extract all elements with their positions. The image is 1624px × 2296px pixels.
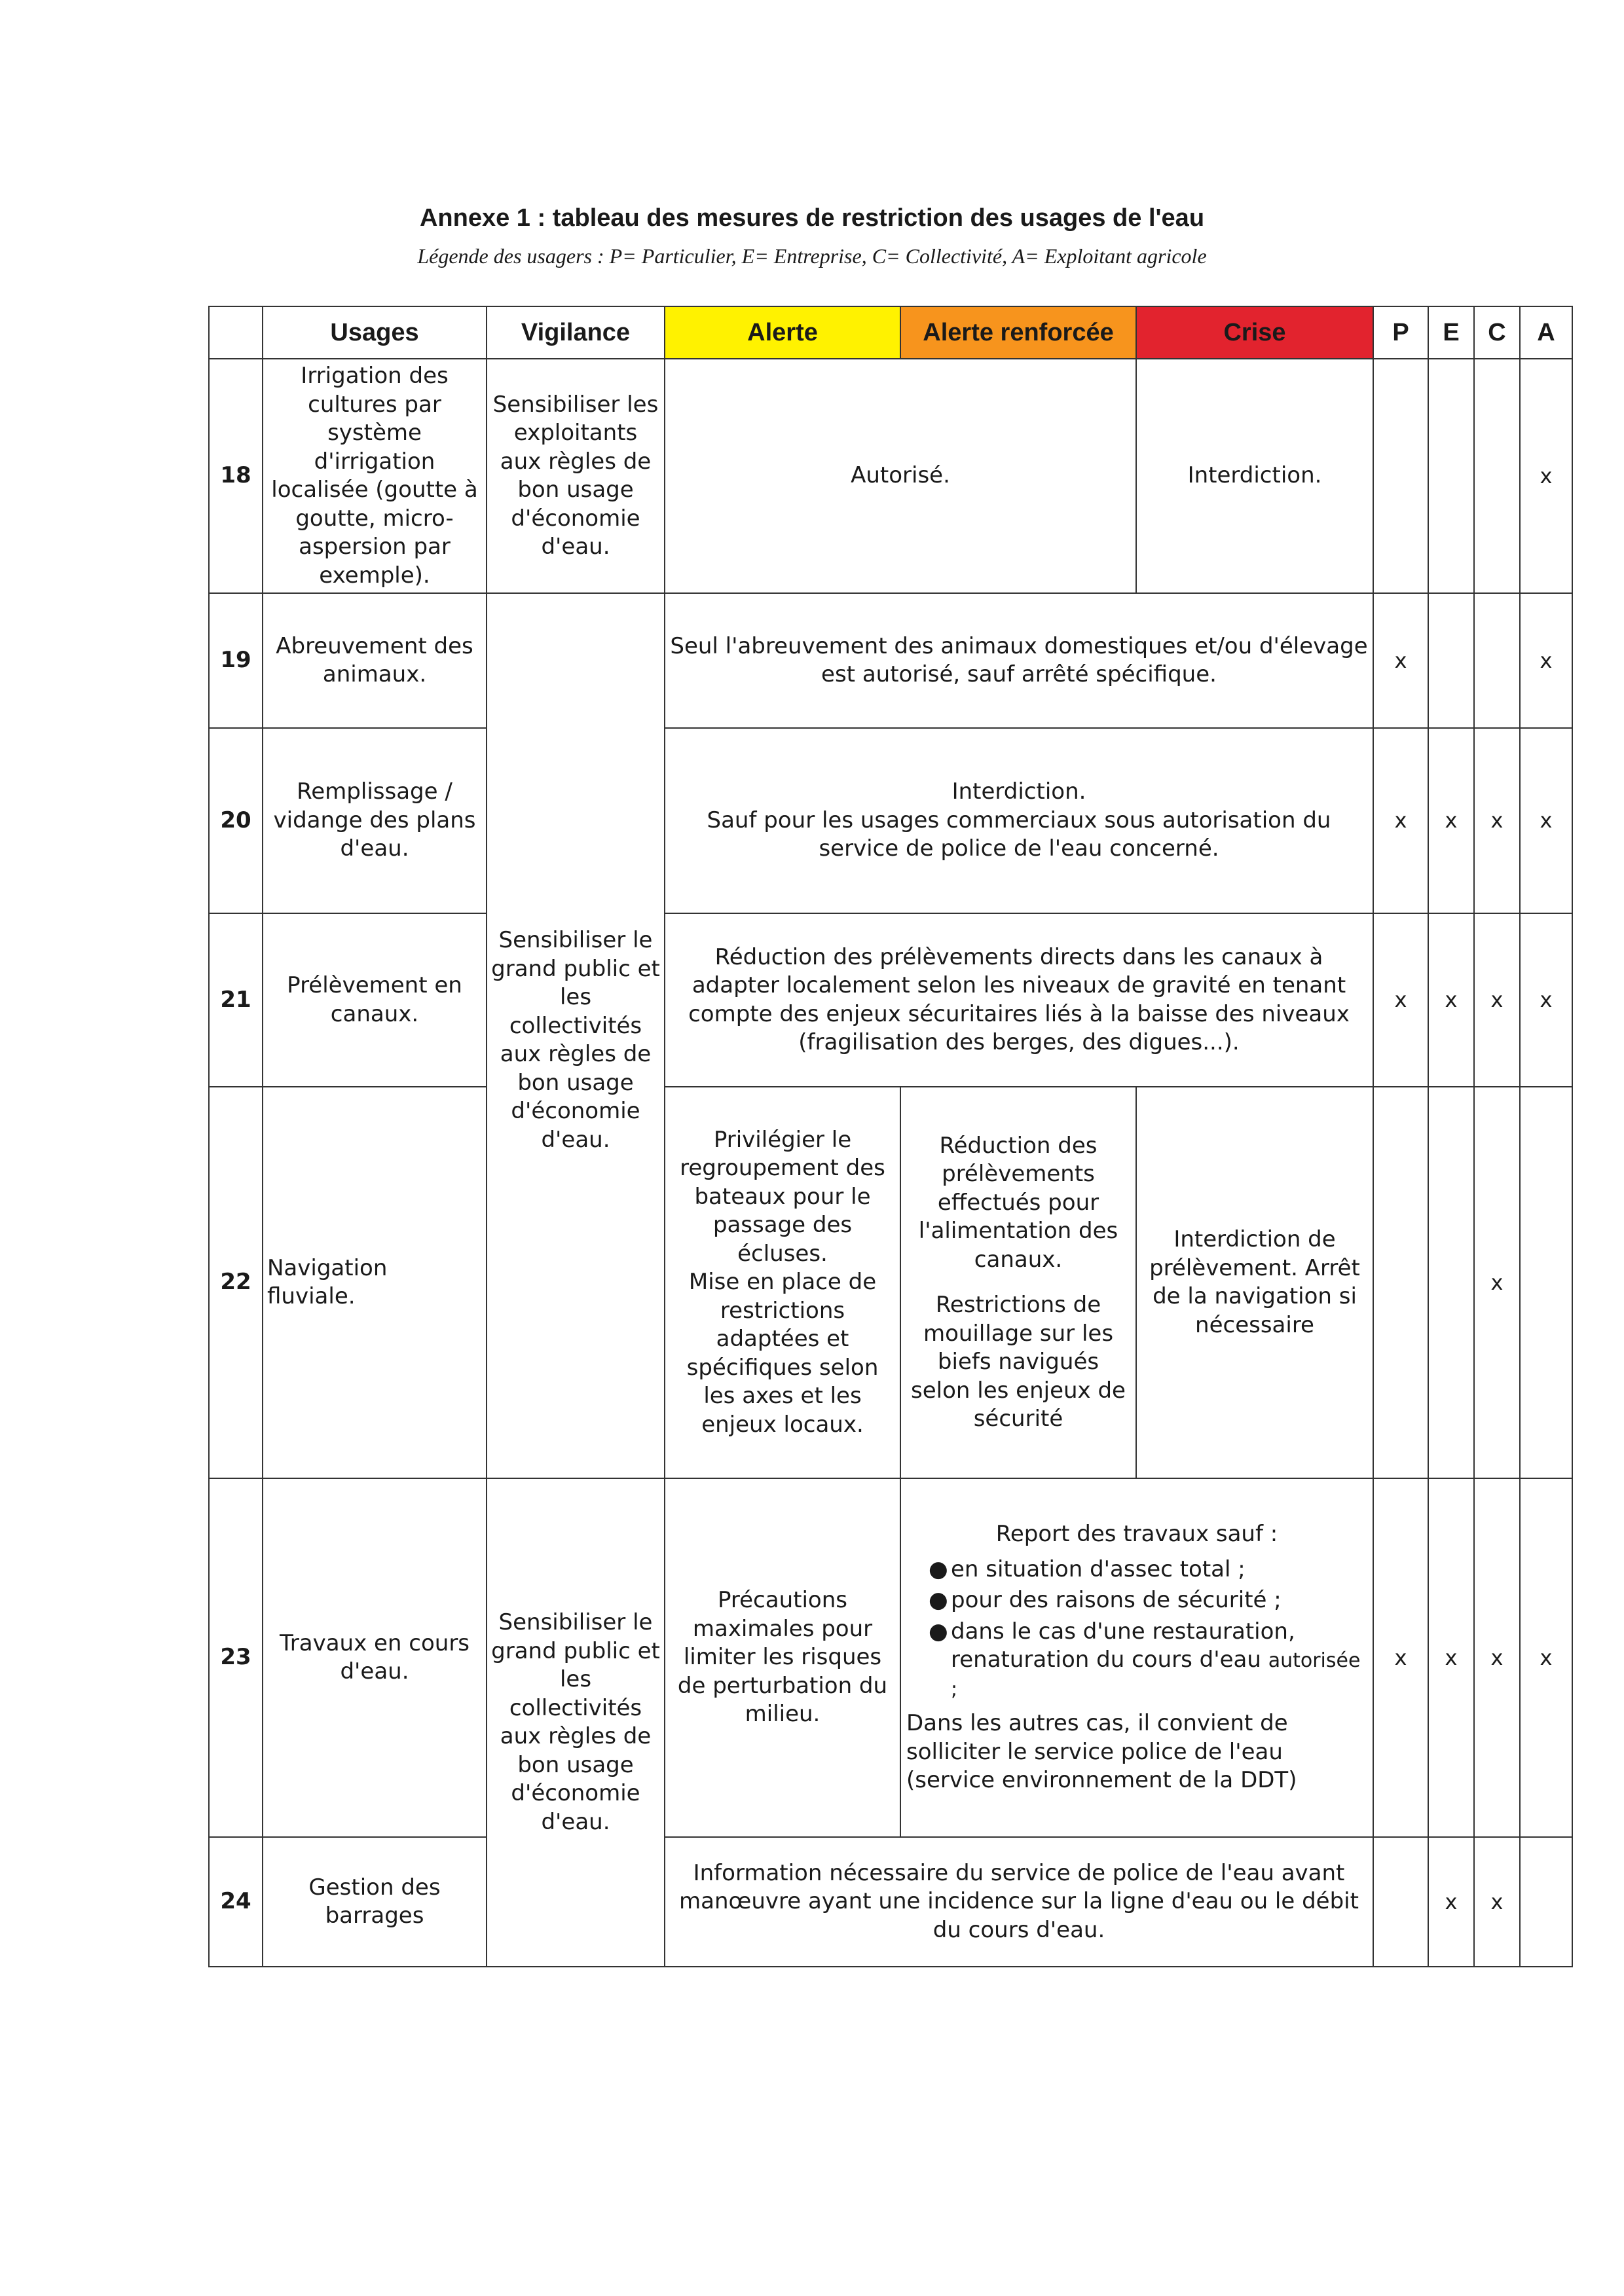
table-row-18 (209, 359, 1572, 593)
header-crise: Crise (1136, 306, 1373, 359)
header-usages: Usages (263, 306, 487, 359)
header-p: P (1373, 306, 1428, 359)
header-e: E (1428, 306, 1474, 359)
row-number: 20 (209, 728, 263, 913)
vigilance-cell: Sensibiliser le grand public et les collectivités aux règles de bon usage d'économie d'eau. (487, 1478, 665, 1967)
mark-p (1373, 1087, 1428, 1478)
bullet-item (906, 1618, 1367, 1704)
alerte-paragraph: Mise en place de restrictions adaptées et spécifiques selon les axes et les enjeux locaux. (686, 1269, 879, 1438)
header-empty-cell (209, 306, 263, 359)
usage-cell: Travaux en cours d'eau. (263, 1478, 487, 1837)
mark-a: x (1520, 593, 1572, 728)
mark-e (1428, 1087, 1474, 1478)
row-number: 22 (209, 1087, 263, 1478)
mesure-cell: Information nécessaire du service de police de l'eau avant manœuvre ayant une incidence sur la ligne d'eau ou le débit du cours d'eau. (665, 1837, 1373, 1967)
mark-p: x (1373, 593, 1428, 728)
header-alerte: Alerte (665, 306, 900, 359)
usage-cell: Prélèvement en canaux. (263, 913, 487, 1087)
mesure-cell (665, 728, 1373, 913)
crise-cell: Interdiction. (1136, 359, 1373, 593)
mark-e: x (1428, 913, 1474, 1087)
header-alerte-renforcee: Alerte renforcée (900, 306, 1136, 359)
renforcee-paragraph: Réduction des prélèvements effectués pour l'alimentation des canaux. (918, 1132, 1118, 1273)
bullet-text: en situation d'assec total ; (951, 1556, 1246, 1582)
mark-e (1428, 359, 1474, 593)
bullet-text: dans le cas d'une restauration, renaturation du cours d'eau (951, 1618, 1295, 1673)
bullet-dot-icon: ● (929, 1556, 948, 1582)
header-vigilance: Vigilance (487, 306, 665, 359)
usage-cell: Navigation fluviale. (263, 1087, 487, 1478)
renforcee-paragraph: Restrictions de mouillage sur les biefs navigués selon les enjeux de sécurité (911, 1292, 1126, 1432)
mark-a (1520, 1837, 1572, 1967)
mark-a: x (1520, 359, 1572, 593)
table-row-23 (209, 1478, 1572, 1837)
usage-cell: Gestion des barrages (263, 1837, 487, 1967)
mark-e: x (1428, 1837, 1474, 1967)
vigilance-cell: Sensibiliser les exploitants aux règles de bon usage d'économie d'eau. (487, 359, 665, 593)
alerte-cell: Autorisé. (665, 359, 1136, 593)
table-row-19 (209, 593, 1572, 728)
mark-a: x (1520, 728, 1572, 913)
legend-line: Légende des usagers : P= Particulier, E= Entreprise, C= Collectivité, A= Exploitant agricole (417, 244, 1207, 268)
restriction-table (208, 306, 1573, 1967)
mark-c: x (1474, 1837, 1520, 1967)
bullet-item (906, 1556, 1367, 1584)
mark-e: x (1428, 728, 1474, 913)
mesure-cell: Seul l'abreuvement des animaux domestiques et/ou d'élevage est autorisé, sauf arrêté spécifique. (665, 593, 1373, 728)
mark-p: x (1373, 1478, 1428, 1837)
bullet-text: pour des raisons de sécurité ; (951, 1587, 1282, 1614)
alerte-cell (665, 1087, 900, 1478)
report-title: Report des travaux sauf : (995, 1521, 1278, 1548)
row-number: 21 (209, 913, 263, 1087)
row-number: 23 (209, 1478, 263, 1837)
autres-cas-text: Dans les autres cas, il convient de solliciter le service police de l'eau (service environnement de la DDT) (906, 1710, 1297, 1794)
header-c: C (1474, 306, 1520, 359)
crise-cell: Interdiction de prélèvement. Arrêt de la navigation si nécessaire (1136, 1087, 1373, 1478)
mark-e: x (1428, 1478, 1474, 1837)
usage-cell: Abreuvement des animaux. (263, 593, 487, 728)
mark-a: x (1520, 1478, 1572, 1837)
mark-c (1474, 593, 1520, 728)
mark-c (1474, 359, 1520, 593)
table-row-20 (209, 728, 1572, 913)
document-header (0, 204, 1624, 268)
mark-p: x (1373, 728, 1428, 913)
vigilance-cell: Sensibiliser le grand public et les collectivités aux règles de bon usage d'économie d'eau. (487, 913, 665, 1478)
bullet-dot-icon: ● (929, 1587, 948, 1614)
alerte-paragraph: Privilégier le regroupement des bateaux pour le passage des écluses. (680, 1126, 885, 1267)
row-number: 24 (209, 1837, 263, 1967)
renforcee-crise-cell (900, 1478, 1373, 1837)
usage-cell: Remplissage / vidange des plans d'eau. (263, 728, 487, 913)
mark-c: x (1474, 1087, 1520, 1478)
mark-c: x (1474, 913, 1520, 1087)
mesure-cell: Réduction des prélèvements directs dans les canaux à adapter localement selon les niveaux de gravité en tenant compte des enjeux sécuritaires liés à la baisse des niveaux (fragilisation des berges, des digues...). (665, 913, 1373, 1087)
header-a: A (1520, 306, 1572, 359)
vigilance-cell-empty (487, 593, 665, 913)
mark-p (1373, 359, 1428, 593)
table-row-21 (209, 913, 1572, 1087)
row-number: 18 (209, 359, 263, 593)
header-row (209, 306, 1572, 359)
mark-c: x (1474, 1478, 1520, 1837)
alerte-cell: Précautions maximales pour limiter les risques de perturbation du milieu. (665, 1478, 900, 1837)
alerte-renforcee-cell (900, 1087, 1136, 1478)
mark-a: x (1520, 913, 1572, 1087)
mesure-line: Interdiction. (951, 778, 1086, 805)
page-title: Annexe 1 : tableau des mesures de restriction des usages de l'eau (419, 204, 1205, 232)
bullet-text: autorisée ; (951, 1649, 1361, 1701)
mark-a (1520, 1087, 1572, 1478)
usage-cell: Irrigation des cultures par système d'irrigation localisée (goutte à goutte, micro-aspersion par exemple). (263, 359, 487, 593)
bullet-dot-icon: ● (929, 1618, 948, 1645)
mark-p: x (1373, 913, 1428, 1087)
mesure-line: Sauf pour les usages commerciaux sous autorisation du service de police de l'eau concerné. (707, 807, 1331, 862)
mark-e (1428, 593, 1474, 728)
bullet-item (906, 1586, 1367, 1615)
mark-p (1373, 1837, 1428, 1967)
table-row-24 (209, 1837, 1572, 1967)
mark-c: x (1474, 728, 1520, 913)
table-row-22 (209, 1087, 1572, 1478)
row-number: 19 (209, 593, 263, 728)
